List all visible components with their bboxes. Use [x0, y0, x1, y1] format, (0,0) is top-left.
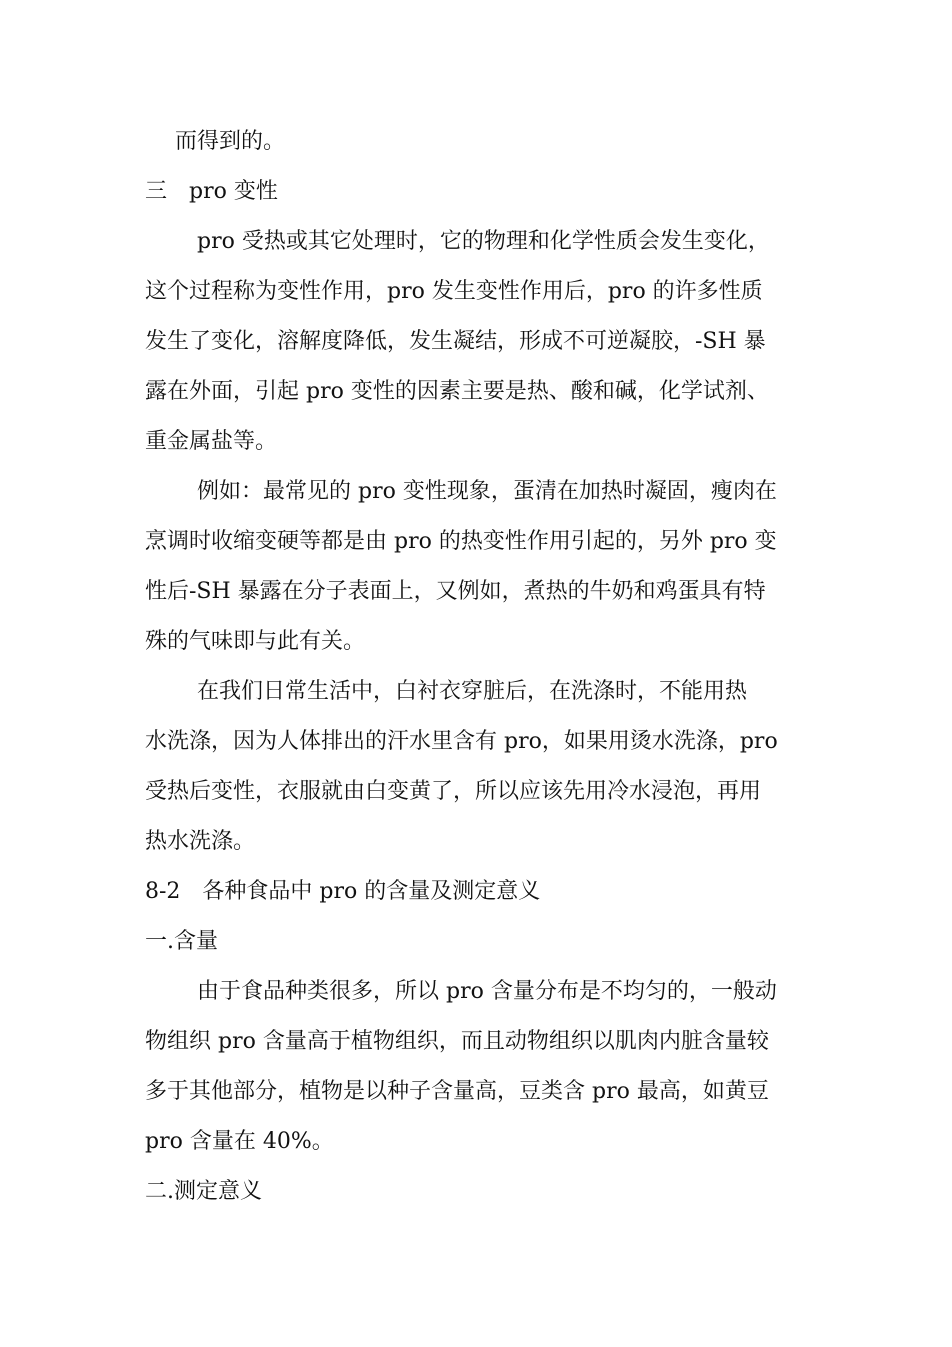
- paragraph-line: 殊的气味即与此有关。: [145, 629, 366, 654]
- paragraph-line: 这个过程称为变性作用，pro 发生变性作用后，pro 的许多性质: [145, 279, 763, 304]
- paragraph-line: 热水洗涤。: [145, 829, 256, 854]
- paragraph-line: 重金属盐等。: [145, 429, 278, 454]
- paragraph-line: 水洗涤，因为人体排出的汗水里含有 pro，如果用烫水洗涤，pro: [145, 729, 778, 754]
- section-heading: 8-2 各种食品中 pro 的含量及测定意义: [145, 879, 541, 904]
- paragraph-line: 露在外面，引起 pro 变性的因素主要是热、酸和碱，化学试剂、: [145, 379, 769, 404]
- paragraph-line: 由于食品种类很多，所以 pro 含量分布是不均匀的，一般动: [197, 979, 777, 1004]
- text-line: 而得到的。: [175, 129, 286, 154]
- section-heading: 三 pro 变性: [145, 179, 278, 204]
- paragraph-line: pro 受热或其它处理时，它的物理和化学性质会发生变化，: [197, 229, 770, 254]
- paragraph-line: 烹调时收缩变硬等都是由 pro 的热变性作用引起的，另外 pro 变: [145, 529, 777, 554]
- subsection-heading: 一.含量: [145, 929, 218, 954]
- paragraph-line: 物组织 pro 含量高于植物组织，而且动物组织以肌肉内脏含量较: [145, 1029, 769, 1054]
- paragraph-line: 多于其他部分，植物是以种子含量高，豆类含 pro 最高，如黄豆: [145, 1079, 769, 1104]
- paragraph-line: 受热后变性，衣服就由白变黄了，所以应该先用冷水浸泡，再用: [145, 779, 762, 804]
- paragraph-line: 例如：最常见的 pro 变性现象，蛋清在加热时凝固，瘦肉在: [197, 479, 777, 504]
- paragraph-line: 性后-SH 暴露在分子表面上，又例如，煮热的牛奶和鸡蛋具有特: [145, 579, 766, 604]
- paragraph-line: 在我们日常生活中，白衬衣穿脏后，在洗涤时，不能用热: [197, 679, 748, 704]
- paragraph-line: 发生了变化，溶解度降低，发生凝结，形成不可逆凝胶，-SH 暴: [145, 329, 766, 354]
- subsection-heading: 二.测定意义: [145, 1179, 262, 1204]
- paragraph-line: pro 含量在 40%。: [145, 1129, 334, 1154]
